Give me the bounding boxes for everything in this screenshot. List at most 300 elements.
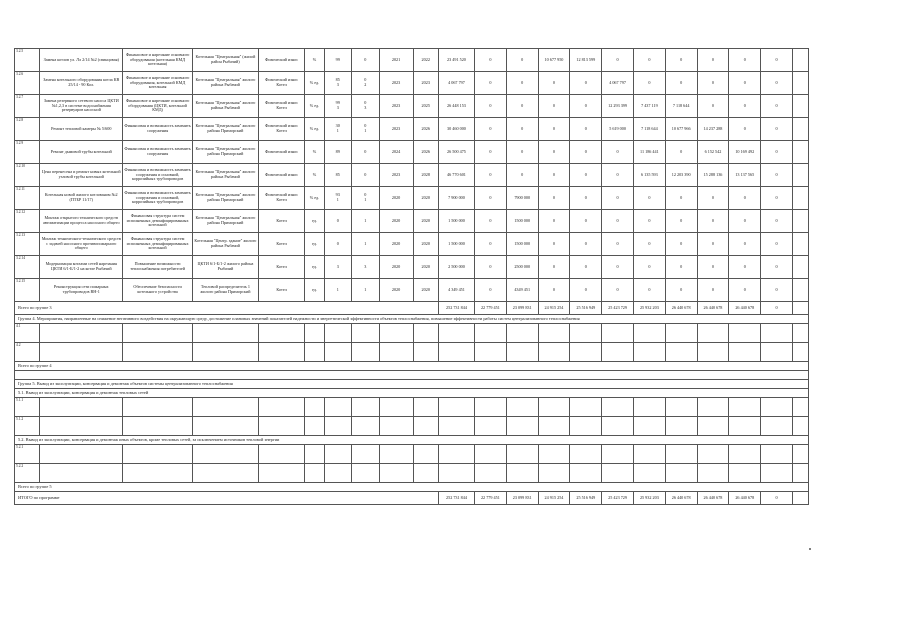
cost-cell: 7 118 644 [665,95,697,118]
year-start: 2024 [379,141,413,164]
empty-cell [570,445,602,464]
empty-cell [474,324,506,343]
unit: % [305,141,324,164]
grand-total-cell: 25 423 729 [602,492,634,505]
empty-cell [506,445,538,464]
empty-cell [792,302,808,315]
project-kind: Повышение возможности теплоснабжения потребителей [123,256,193,279]
project-name: Цена перенесена и ремонт новых котельной узловой трубы котельной [40,164,123,187]
indicator-type: Физический износ Котел [258,118,305,141]
empty-cell [193,417,259,436]
empty-cell [379,445,413,464]
empty-cell [193,343,259,362]
empty-cell [665,398,697,417]
empty-cell [792,141,808,164]
year-start: 2021 [379,49,413,72]
unit: ед. [305,210,324,233]
cost-cell: 0 [665,279,697,302]
empty-cell [258,343,305,362]
project-kind: Финансовое и нарезание основного оборудования (котельная КМД котельная) [123,49,193,72]
empty-cell [258,464,305,483]
cost-cell: 12 813 599 [570,49,602,72]
cost-cell: 0 [538,118,570,141]
empty-cell [324,398,352,417]
empty-cell [792,343,808,362]
empty-cell [602,343,634,362]
cost-cell: 13 137 565 [729,164,761,187]
cost-cell: 0 [665,72,697,95]
empty-cell [305,445,324,464]
project-kind: Финансовая структура систем исполненных дезинфицированных котельной [123,233,193,256]
subtotal-label: Всего по группе 4 [15,362,809,371]
empty-cell [792,417,808,436]
subtotal-row [15,362,809,371]
empty-cell [633,398,665,417]
row-number: 3.2.15 [15,279,40,302]
table-row [15,141,809,164]
cost-cell: 0 [602,256,634,279]
subtotal-label: Всего по группе 5 [15,483,809,492]
grand-total-cell: 22 779 451 [474,492,506,505]
indicator-type: Котел [258,279,305,302]
value-after: 0 [352,141,380,164]
empty-cell [538,445,570,464]
cost-cell: 0 [538,141,570,164]
empty-cell [792,72,808,95]
empty-cell [413,398,438,417]
empty-cell [438,324,474,343]
cost-cell: 0 [506,164,538,187]
cost-cell: 0 [474,72,506,95]
cost-cell: 2500 000 [506,256,538,279]
table-row [15,210,809,233]
cost-cell: 0 [729,210,761,233]
cost-cell: 0 [729,233,761,256]
project-place: Котельная "Центральная" жилого района Приморский [193,141,259,164]
row-number: 3.2.9 [15,141,40,164]
subtotal-cell: 22 779 451 [474,302,506,315]
row-number: 5.2.1 [15,445,40,464]
table-row [15,233,809,256]
cost-cell: 0 [538,95,570,118]
empty-cell [665,445,697,464]
year-end: 2023 [413,72,438,95]
cost-cell: 1500 000 [506,233,538,256]
value-before: 0 [324,233,352,256]
project-place: Котельная "Центр. здание" жилого района Рыбачий [193,233,259,256]
empty-cell [665,343,697,362]
indicator-type: Котел [258,210,305,233]
cost-cell: 0 [697,49,729,72]
cost-cell: 6 135 593 [633,164,665,187]
empty-cell [379,324,413,343]
cost-cell: 0 [761,118,793,141]
cost-cell: 12 293 399 [602,95,634,118]
cost-cell: 0 [538,279,570,302]
cost-cell: 0 [665,256,697,279]
empty-cell [506,398,538,417]
group-header-row [15,436,809,445]
value-before: 89 [324,141,352,164]
project-place: Котельная "Центральная" жилого района Приморский [193,210,259,233]
table-row [15,164,809,187]
cost-cell: 2 500 000 [438,256,474,279]
cost-cell: 0 [570,279,602,302]
cost-cell: 12 203 390 [665,164,697,187]
subtotal-cell: 23 099 831 [506,302,538,315]
empty-cell [352,445,380,464]
empty-cell [665,324,697,343]
cost-cell: 0 [761,256,793,279]
table-row [15,445,809,464]
year-start: 2020 [379,187,413,210]
cost-cell: 7 118 644 [633,118,665,141]
subtotal-cell: 0 [761,302,793,315]
cost-cell: 0 [761,210,793,233]
value-before: 3 [324,256,352,279]
subtotal-cell: 24 915 254 [538,302,570,315]
value-after: 1 [352,279,380,302]
cost-cell: 0 [602,187,634,210]
cost-cell: 0 [506,72,538,95]
cost-cell: 0 [665,49,697,72]
year-end: 2020 [413,210,438,233]
cost-cell: 0 [538,164,570,187]
project-kind: Финансовое и нарезание основного оборудования (ЦКТИ, котельной КМД) [123,95,193,118]
cost-cell: 0 [570,256,602,279]
cost-cell: 0 [474,164,506,187]
empty-cell [761,417,793,436]
empty-cell [258,445,305,464]
table-row [15,279,809,302]
empty-cell [506,343,538,362]
cost-cell: 0 [729,49,761,72]
project-name: Модернизация котлами сетей нарезания ЦКТИ 6/1-Б/1-2 на котле Рыбачий [40,256,123,279]
empty-cell [570,343,602,362]
empty-cell [258,324,305,343]
value-before: 85 3 [324,72,352,95]
empty-cell [697,398,729,417]
empty-cell [761,343,793,362]
empty-cell [258,417,305,436]
year-start: 2023 [379,72,413,95]
project-kind: Обеспечение безопасности котельного устройства [123,279,193,302]
cost-cell: 0 [570,95,602,118]
empty-cell [305,324,324,343]
cost-cell: 0 [697,233,729,256]
project-kind: Финансовая структура систем исполненных дезинфицированных котельной [123,210,193,233]
empty-cell [474,343,506,362]
empty-cell [123,343,193,362]
cost-cell: 0 [729,256,761,279]
empty-cell [305,417,324,436]
empty-cell [570,464,602,483]
empty-cell [506,417,538,436]
cost-cell: 11 186 441 [633,141,665,164]
empty-cell [413,324,438,343]
value-before: 99 [324,49,352,72]
cost-cell: 7900 000 [506,187,538,210]
year-start: 2020 [379,210,413,233]
unit: % ед. [305,187,324,210]
empty-cell [792,256,808,279]
year-end: 2020 [413,256,438,279]
year-end: 2020 [413,187,438,210]
cost-cell: 7 437 119 [633,95,665,118]
unit: ед. [305,256,324,279]
unit: ед. [305,279,324,302]
empty-cell [697,324,729,343]
year-start: 2020 [379,256,413,279]
indicator-type: Котел [258,233,305,256]
empty-cell [792,210,808,233]
value-after: 0 2 [352,72,380,95]
grand-total-cell: 0 [761,492,793,505]
subtotal-cell: 25 932 203 [633,302,665,315]
cost-cell: 0 [761,49,793,72]
cost-cell: 0 [474,187,506,210]
cost-cell: 0 [538,72,570,95]
cost-cell: 0 [729,95,761,118]
project-name: Котельная новой жилого котлованом №2 (ПТБР 11/17) [40,187,123,210]
subtotal-cell: 25 423 729 [602,302,634,315]
empty-cell [665,464,697,483]
empty-cell [40,324,123,343]
empty-cell [324,343,352,362]
row-number: 4.1 [15,324,40,343]
row-number: 3.2.8 [15,118,40,141]
cost-cell: 1 500 000 [438,210,474,233]
empty-cell [729,343,761,362]
empty-cell [729,398,761,417]
empty-cell [697,445,729,464]
cost-cell: 0 [697,256,729,279]
grand-total-cell: 23 099 831 [506,492,538,505]
grand-total-cell: 252 731 844 [438,492,474,505]
project-kind: Финансовая и возможность заменить сооружения и основной, коррозийных трубопроводов [123,187,193,210]
cost-cell: 0 [602,164,634,187]
cost-cell: 4 349 451 [438,279,474,302]
cost-cell: 0 [697,95,729,118]
cost-cell: 0 [474,233,506,256]
empty-cell [633,417,665,436]
project-name: Ремонт дымовой трубы котельной [40,141,123,164]
empty-cell [123,445,193,464]
grand-total-cell: 25 932 203 [633,492,665,505]
empty-cell [570,324,602,343]
cost-cell: 0 [602,141,634,164]
cost-cell: 0 [538,233,570,256]
cost-cell: 23 491 520 [438,49,474,72]
cost-cell: 0 [633,279,665,302]
value-before: 99 3 [324,95,352,118]
empty-cell [602,445,634,464]
empty-cell [602,398,634,417]
empty-cell [324,464,352,483]
cost-cell: 0 [761,233,793,256]
grand-total-cell: 26 440 678 [665,492,697,505]
empty-cell [379,464,413,483]
value-after: 0 [352,49,380,72]
cost-cell: 0 [761,187,793,210]
cost-cell: 0 [474,141,506,164]
row-number: 5.1.1 [15,398,40,417]
row-number: 3.2.10 [15,164,40,187]
empty-cell [538,464,570,483]
cost-cell: 0 [729,279,761,302]
project-name: Монтаж открытого технического средств автоматизации процесса насосного общего [40,210,123,233]
cost-cell: 0 [633,187,665,210]
empty-cell [633,464,665,483]
cost-cell: 0 [665,141,697,164]
empty-cell [633,445,665,464]
empty-cell [792,164,808,187]
cost-cell: 46 770 601 [438,164,474,187]
grand-total-cell: 24 915 254 [538,492,570,505]
empty-cell [506,324,538,343]
empty-cell [438,417,474,436]
empty-cell [352,417,380,436]
empty-cell [438,464,474,483]
table-row [15,256,809,279]
year-end: 2025 [413,95,438,118]
cost-cell: 1 500 000 [438,233,474,256]
empty-cell [352,324,380,343]
cost-cell: 6 152 542 [697,141,729,164]
empty-cell [761,398,793,417]
empty-cell [413,417,438,436]
empty-cell [792,187,808,210]
empty-cell [352,464,380,483]
row-number: 3.2.5 [15,49,40,72]
empty-cell [761,464,793,483]
empty-cell [123,417,193,436]
group-header-row [15,389,809,398]
year-start: 2023 [379,95,413,118]
empty-cell [193,324,259,343]
empty-cell [729,445,761,464]
project-name: Замена котлов ул. Лл 2/14 №2 (свинцовая) [40,49,123,72]
project-kind: Финансовая и возможность заменить сооружения [123,141,193,164]
indicator-type: Физический износ Котел [258,95,305,118]
cost-cell: 0 [506,95,538,118]
grand-total-cell: 26 440 678 [729,492,761,505]
cost-cell: 0 [538,210,570,233]
subtotal-cell: 26 440 678 [665,302,697,315]
empty-cell [538,324,570,343]
cost-cell: 26 500 475 [438,141,474,164]
year-end: 2026 [413,118,438,141]
subtotal-cell: 252 731 844 [438,302,474,315]
empty-cell [379,343,413,362]
grand-total-row [15,492,809,505]
empty-cell [413,464,438,483]
cost-cell: 0 [761,279,793,302]
empty-cell [305,464,324,483]
unit: % [305,49,324,72]
empty-cell [792,95,808,118]
cost-cell: 0 [761,164,793,187]
cost-cell: 5 619 000 [602,118,634,141]
empty-cell [792,324,808,343]
empty-cell [40,445,123,464]
cost-cell: 0 [570,118,602,141]
cost-cell: 0 [570,141,602,164]
subtotal-row [15,302,809,315]
empty-cell [538,343,570,362]
table-row [15,72,809,95]
cost-cell: 0 [761,95,793,118]
empty-cell [729,417,761,436]
indicator-type: Физический износ [258,141,305,164]
empty-cell [123,464,193,483]
cost-cell: 0 [665,233,697,256]
empty-cell [761,324,793,343]
cost-cell: 0 [602,210,634,233]
project-kind: Финансовое и нарезание основного оборудования, котельной КМД котельная [123,72,193,95]
empty-cell [193,398,259,417]
row-number: 4.2 [15,343,40,362]
value-after: 0 1 [352,187,380,210]
empty-cell [324,445,352,464]
empty-cell [193,445,259,464]
group-header-row [15,380,809,389]
table-body [15,49,809,505]
value-before: 93 1 [324,187,352,210]
empty-cell [538,417,570,436]
table-row [15,398,809,417]
project-place: ЦКТИ 6/1-Б/1-2 жилого района Рыбачий [193,256,259,279]
indicator-type: Физический износ Котел [258,72,305,95]
cost-cell: 0 [570,233,602,256]
value-after: 1 [352,233,380,256]
cost-cell: 0 [570,187,602,210]
table-row [15,417,809,436]
empty-cell [729,324,761,343]
project-name: Ремонт тепловой камеры № 5/600 [40,118,123,141]
cost-cell: 30 460 000 [438,118,474,141]
cost-cell: 0 [729,187,761,210]
cost-cell: 0 [633,256,665,279]
cost-cell: 0 [697,279,729,302]
empty-cell [538,398,570,417]
cost-cell: 0 [474,210,506,233]
year-end: 2026 [413,141,438,164]
empty-cell [602,464,634,483]
empty-cell [633,343,665,362]
cost-cell: 0 [761,141,793,164]
cost-cell: 0 [506,49,538,72]
cost-cell: 0 [570,210,602,233]
project-name: Замена резервного сетевого насоса ЦКТИ №1,2,3 в системе водоснабжения резервуаров насосной [40,95,123,118]
unit: ед. [305,233,324,256]
empty-cell [761,445,793,464]
table-row [15,187,809,210]
cost-cell: 14 237 288 [697,118,729,141]
group-title: 5.1. Вывод из эксплуатации, консервация и демонтаж тепловых сетей [15,389,809,398]
cost-cell: 0 [506,141,538,164]
empty-cell [792,398,808,417]
table-row [15,464,809,483]
cost-cell: 0 [474,279,506,302]
empty-cell [506,464,538,483]
empty-cell [792,233,808,256]
subtotal-label: Всего по группе 3 [15,302,439,315]
empty-cell [633,324,665,343]
empty-cell [40,464,123,483]
empty-cell [352,343,380,362]
empty-cell [305,398,324,417]
